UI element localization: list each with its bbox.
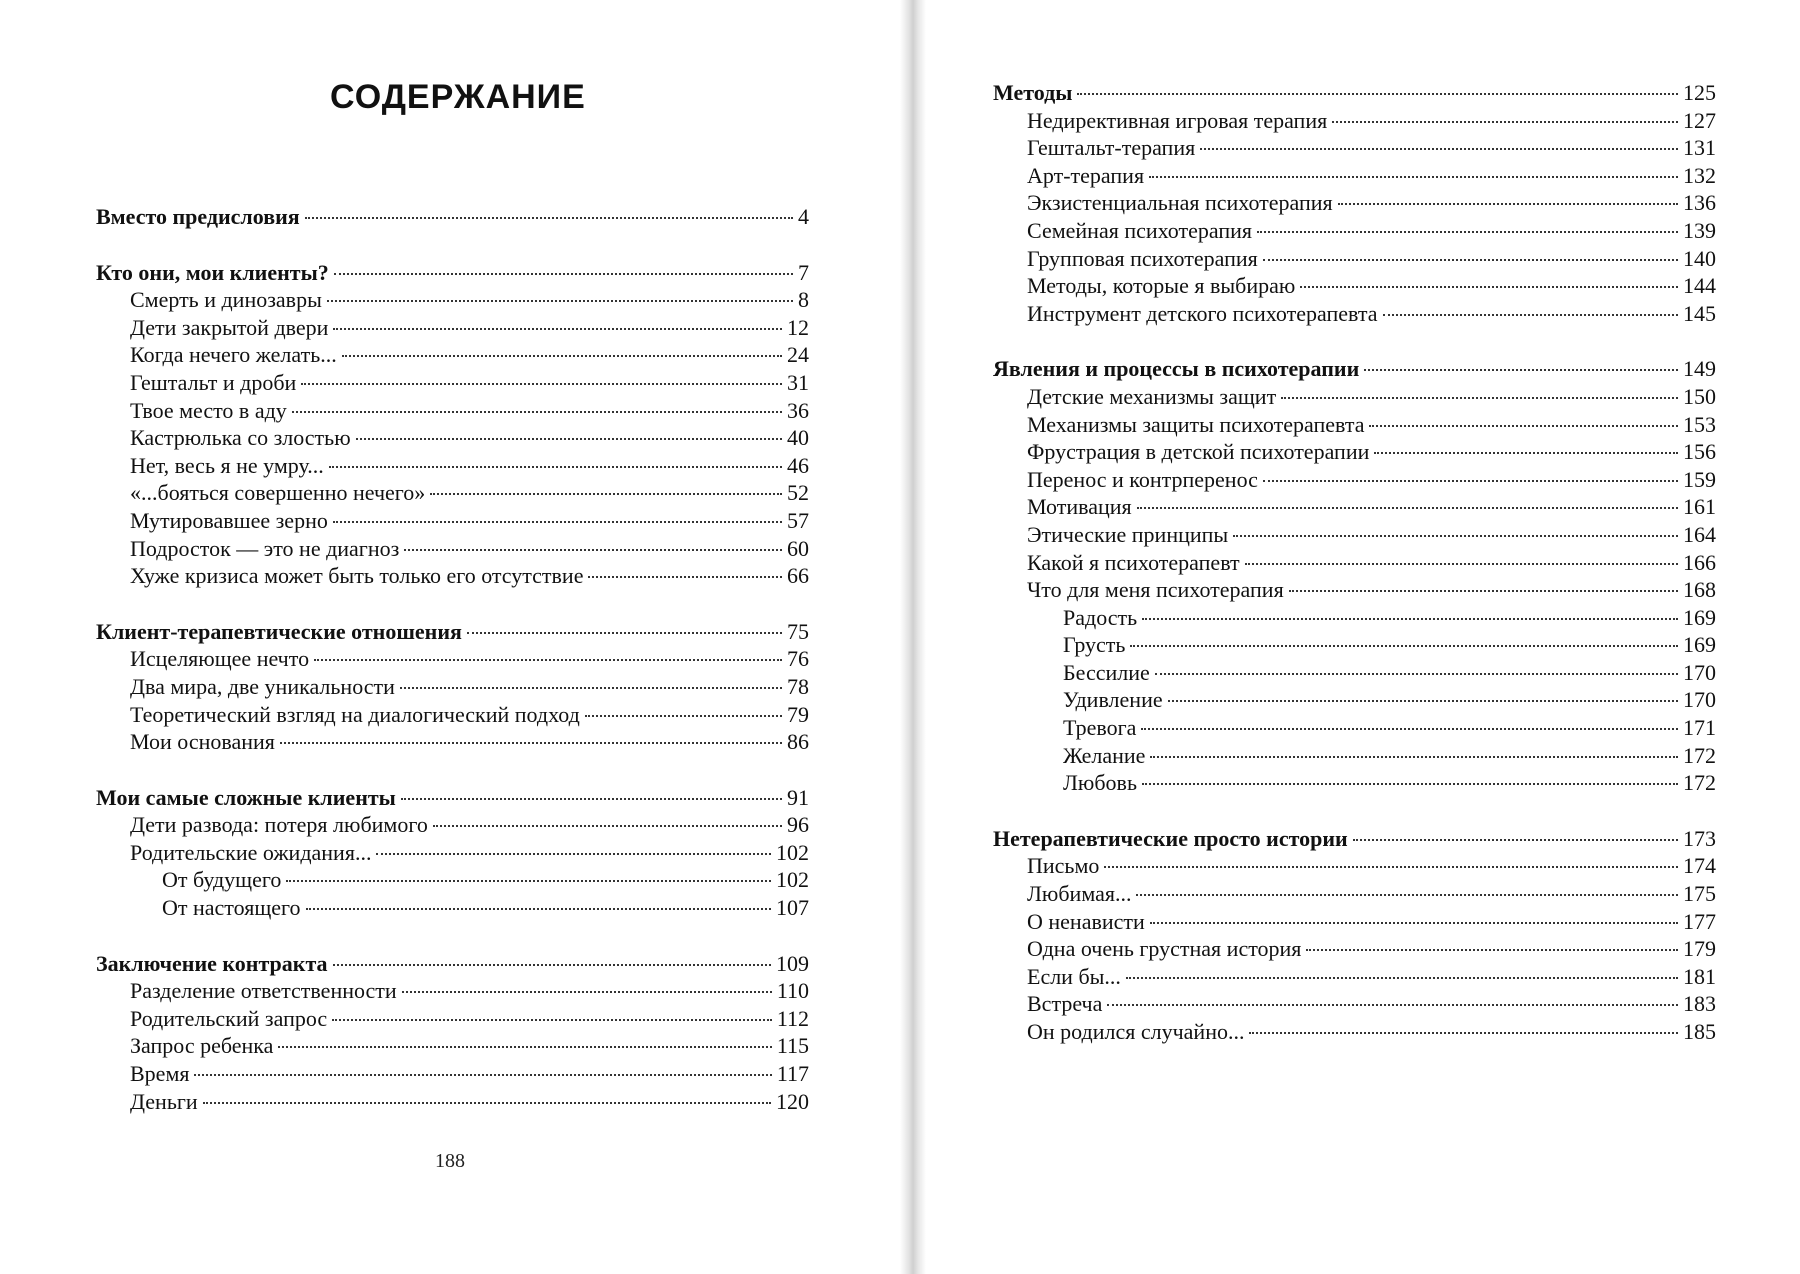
toc-page-number: 115: [776, 1033, 809, 1059]
toc-entry: [993, 494, 1716, 522]
toc-page-number: 159: [1683, 466, 1716, 492]
toc-entry-label: Что для меня психотерапия: [1027, 577, 1284, 603]
toc-entry: [96, 702, 809, 730]
toc-page-number: 110: [776, 978, 809, 1004]
toc-section: [993, 80, 1716, 328]
toc-entry-label: Групповая психотерапия: [1027, 245, 1258, 271]
toc-entry-label: Время: [130, 1061, 190, 1087]
toc-page-number: 24: [787, 342, 809, 368]
toc-entry-label: Вместо предисловия: [96, 204, 300, 229]
toc-entry: [993, 467, 1716, 495]
toc-entry-label: Перенос и контрперенос: [1027, 466, 1258, 492]
dot-leader: [305, 217, 793, 219]
toc-entry-label: Когда нечего желать...: [130, 342, 337, 368]
toc-entry-label: Мои самые сложные клиенты: [96, 784, 396, 810]
toc-page-number: 183: [1683, 991, 1716, 1017]
toc-entry-label: Недирективная игровая терапия: [1027, 107, 1328, 133]
toc-entry-label: Клиент-терапевтические отношения: [96, 618, 462, 644]
dot-leader: [430, 493, 782, 495]
toc-section-heading: [96, 619, 809, 647]
dot-leader: [1338, 203, 1678, 205]
toc-entry-label: От будущего: [162, 867, 282, 893]
toc-entry-label: Желание: [1063, 742, 1146, 768]
toc-section-heading: [96, 204, 809, 232]
toc-entry-label: Этические принципы: [1027, 521, 1229, 547]
toc-entry-label: Любимая...: [1027, 881, 1132, 907]
dot-leader: [301, 383, 782, 385]
dot-leader: [1233, 535, 1678, 537]
toc-page-number: 57: [787, 507, 809, 533]
dot-leader: [334, 273, 793, 275]
toc-entry: [993, 108, 1716, 136]
toc-entry: [993, 964, 1716, 992]
toc-entry-label: Тревога: [1063, 715, 1137, 741]
toc-entry-label: Твое место в аду: [130, 397, 287, 423]
toc-entry: [993, 687, 1716, 715]
toc-entry-label: Мутировавшее зерно: [130, 507, 328, 533]
dot-leader: [1300, 286, 1678, 288]
dot-leader: [1107, 1004, 1678, 1006]
toc-entry-label: Кастрюлька со злостью: [130, 425, 351, 451]
dot-leader: [433, 825, 782, 827]
dot-leader: [1137, 507, 1678, 509]
toc-section: [96, 785, 809, 923]
toc-page-number: 8: [798, 287, 809, 313]
toc-page-number: 150: [1683, 383, 1716, 409]
toc-page-number: 172: [1683, 742, 1716, 768]
toc-entry: [993, 439, 1716, 467]
toc-page-number: 107: [776, 895, 809, 921]
toc-entry: [993, 991, 1716, 1019]
toc-entry-label: Грусть: [1063, 632, 1126, 658]
dot-leader: [1263, 480, 1678, 482]
toc-entry-label: Разделение ответственности: [130, 978, 397, 1004]
toc-entry-label: Деньги: [130, 1088, 198, 1114]
toc-entry-label: Дети развода: потеря любимого: [130, 812, 428, 838]
toc-entry-label: От настоящего: [162, 895, 301, 921]
toc-page-number: 145: [1683, 300, 1716, 326]
toc-entry: [993, 715, 1716, 743]
toc-entry: [96, 1033, 809, 1061]
dot-leader: [1281, 397, 1678, 399]
toc-page-number: 185: [1683, 1019, 1716, 1044]
dot-leader: [286, 880, 771, 882]
toc-entry: [96, 342, 809, 370]
toc-section: [96, 260, 809, 591]
toc-page-number: 31: [787, 369, 809, 395]
toc-entry: [993, 770, 1716, 798]
dot-leader: [356, 438, 782, 440]
dot-leader: [333, 328, 782, 330]
toc-entry: [96, 508, 809, 536]
toc-entry: [96, 398, 809, 426]
toc-page-number: 171: [1683, 715, 1716, 741]
toc-page-number: 75: [787, 618, 809, 644]
toc-page-number: 78: [787, 673, 809, 699]
toc-page-number: 136: [1683, 190, 1716, 216]
toc-page-number: 140: [1683, 245, 1716, 271]
dot-leader: [327, 300, 793, 302]
page-number: 188: [435, 1150, 465, 1172]
dot-leader: [1126, 977, 1678, 979]
dot-leader: [333, 964, 771, 966]
toc-entry: [96, 895, 809, 923]
toc-entry-label: Радость: [1063, 604, 1138, 630]
toc-page-number: 139: [1683, 217, 1716, 243]
dot-leader: [401, 798, 782, 800]
toc-entry-label: Два мира, две уникальности: [130, 673, 395, 699]
toc-entry-label: Он родился случайно...: [1027, 1019, 1245, 1044]
toc-entry-label: Мотивация: [1027, 494, 1132, 520]
toc-entry: [993, 550, 1716, 578]
toc-section-heading: [993, 80, 1716, 108]
toc-section: [96, 204, 809, 232]
toc-page-number: 169: [1683, 632, 1716, 658]
toc-entry: [993, 218, 1716, 246]
toc-page-number: 7: [798, 259, 809, 285]
toc-entry-label: Дети закрытой двери: [130, 314, 329, 340]
toc-page-number: 120: [776, 1088, 809, 1114]
toc-entry-label: Родительский запрос: [130, 1005, 328, 1031]
dot-leader: [402, 991, 772, 993]
dot-leader: [1155, 673, 1678, 675]
toc-entry: [96, 729, 809, 757]
toc-entry: [96, 674, 809, 702]
toc-section: [993, 826, 1716, 1047]
dot-leader: [280, 742, 782, 744]
toc-entry: [993, 163, 1716, 191]
dot-leader: [194, 1074, 771, 1076]
toc-entry: [993, 853, 1716, 881]
toc-page-number: 102: [776, 867, 809, 893]
toc-entry: [96, 867, 809, 895]
toc-section: [993, 356, 1716, 798]
toc-entry-label: Встреча: [1027, 991, 1103, 1017]
toc-page-number: 161: [1683, 494, 1716, 520]
toc-section-heading: [96, 951, 809, 979]
toc-page-number: 181: [1683, 963, 1716, 989]
dot-leader: [376, 853, 771, 855]
dot-leader: [585, 715, 782, 717]
toc-entry: [96, 480, 809, 508]
toc-section: [96, 619, 809, 757]
toc-entry: [96, 1061, 809, 1089]
dot-leader: [1249, 1032, 1678, 1034]
toc-page-number: 156: [1683, 439, 1716, 465]
toc-entry: [993, 412, 1716, 440]
toc-page-number: 86: [787, 729, 809, 755]
dot-leader: [467, 632, 782, 634]
dot-leader: [588, 576, 782, 578]
toc-entry-label: Смерть и динозавры: [130, 287, 322, 313]
dot-leader: [1200, 148, 1678, 150]
dot-leader: [329, 466, 782, 468]
toc-entry: [993, 135, 1716, 163]
dot-leader: [1245, 563, 1678, 565]
toc-entry-label: Запрос ребенка: [130, 1033, 274, 1059]
toc-page-number: 174: [1683, 853, 1716, 879]
toc-page-number: 112: [776, 1005, 809, 1031]
toc-page-number: 4: [798, 204, 809, 229]
toc-entry: [993, 384, 1716, 412]
dot-leader: [1150, 756, 1678, 758]
dot-leader: [1130, 645, 1678, 647]
dot-leader: [1374, 452, 1678, 454]
toc-page-number: 36: [787, 397, 809, 423]
toc-page-number: 40: [787, 425, 809, 451]
toc-page-number: 125: [1683, 80, 1716, 105]
toc-entry-label: Явления и процессы в психотерапии: [993, 356, 1360, 382]
toc-page-number: 170: [1683, 659, 1716, 685]
dot-leader: [333, 521, 782, 523]
toc-page-number: 52: [787, 480, 809, 506]
toc-entry: [993, 577, 1716, 605]
toc-section-heading: [993, 826, 1716, 854]
dot-leader: [332, 1019, 772, 1021]
toc-entry-label: Мои основания: [130, 729, 275, 755]
toc-entry: [96, 536, 809, 564]
toc-entry-label: Любовь: [1063, 770, 1137, 796]
toc-entry-label: Удивление: [1063, 687, 1163, 713]
toc-page-number: 175: [1683, 881, 1716, 907]
page-title: СОДЕРЖАНИЕ: [330, 78, 586, 116]
dot-leader: [1142, 618, 1678, 620]
dot-leader: [400, 687, 782, 689]
toc-entry-label: Фрустрация в детской психотерапии: [1027, 439, 1370, 465]
toc-entry: [993, 190, 1716, 218]
toc-page-number: 60: [787, 535, 809, 561]
toc-entry: [993, 246, 1716, 274]
dot-leader: [1289, 590, 1678, 592]
dot-leader: [1141, 728, 1678, 730]
toc-entry-label: Какой я психотерапевт: [1027, 549, 1240, 575]
toc-entry-label: Гештальт-терапия: [1027, 135, 1196, 161]
toc-entry: [96, 453, 809, 481]
dot-leader: [278, 1046, 771, 1048]
toc-entry: [96, 646, 809, 674]
toc-entry: [993, 936, 1716, 964]
toc-entry-label: Подросток — это не диагноз: [130, 535, 400, 561]
dot-leader: [1369, 425, 1678, 427]
toc-entry-label: Если бы...: [1027, 963, 1121, 989]
toc-page-number: 96: [787, 812, 809, 838]
toc-page-number: 164: [1683, 521, 1716, 547]
dot-leader: [1257, 231, 1678, 233]
toc-page-number: 179: [1683, 936, 1716, 962]
dot-leader: [404, 549, 782, 551]
dot-leader: [1364, 369, 1678, 371]
toc-entry-label: Методы: [993, 80, 1073, 105]
toc-left: [96, 204, 809, 1144]
toc-entry-label: «...бояться совершенно нечего»: [130, 480, 426, 506]
toc-section-heading: [96, 260, 809, 288]
toc-page-number: 66: [787, 563, 809, 589]
toc-entry: [993, 909, 1716, 937]
toc-entry: [96, 1006, 809, 1034]
toc-section-heading: [993, 356, 1716, 384]
dot-leader: [1136, 894, 1678, 896]
dot-leader: [1149, 176, 1678, 178]
dot-leader: [1353, 839, 1678, 841]
toc-entry: [96, 287, 809, 315]
toc-entry-label: Семейная психотерапия: [1027, 217, 1253, 243]
toc-entry-label: Родительские ожидания...: [130, 839, 372, 865]
dot-leader: [1332, 121, 1678, 123]
toc-entry: [993, 881, 1716, 909]
toc-page-number: 12: [787, 314, 809, 340]
toc-entry: [96, 812, 809, 840]
toc-entry: [96, 840, 809, 868]
toc-entry: [993, 632, 1716, 660]
toc-entry-label: Заключение контракта: [96, 950, 328, 976]
toc-entry-label: Гештальт и дроби: [130, 369, 297, 395]
toc-entry-label: Детские механизмы защит: [1027, 383, 1277, 409]
toc-entry-label: Хуже кризиса может быть только его отсутствие: [130, 563, 584, 589]
toc-entry-label: Исцеляющее нечто: [130, 646, 310, 672]
toc-entry: [993, 660, 1716, 688]
toc-right: [993, 80, 1716, 1075]
toc-entry-label: Письмо: [1027, 853, 1100, 879]
toc-page-number: 46: [787, 452, 809, 478]
book-gutter: [900, 0, 926, 1274]
toc-page-number: 127: [1683, 107, 1716, 133]
toc-entry-label: Кто они, мои клиенты?: [96, 259, 329, 285]
toc-page-number: 144: [1683, 273, 1716, 299]
toc-entry: [993, 1019, 1716, 1047]
toc-entry-label: Методы, которые я выбираю: [1027, 273, 1296, 299]
dot-leader: [203, 1102, 771, 1104]
dot-leader: [1168, 700, 1678, 702]
dot-leader: [1077, 93, 1678, 95]
toc-page-number: 169: [1683, 604, 1716, 630]
dot-leader: [292, 411, 782, 413]
toc-page-number: 91: [787, 784, 809, 810]
toc-section-heading: [96, 785, 809, 813]
toc-page-number: 79: [787, 701, 809, 727]
toc-entry: [96, 425, 809, 453]
toc-page-number: 153: [1683, 411, 1716, 437]
toc-page-number: 117: [776, 1061, 809, 1087]
toc-page-number: 149: [1683, 356, 1716, 382]
dot-leader: [306, 908, 771, 910]
dot-leader: [1383, 314, 1678, 316]
toc-entry-label: Инструмент детского психотерапевта: [1027, 300, 1378, 326]
toc-entry-label: Одна очень грустная история: [1027, 936, 1302, 962]
toc-page-number: 170: [1683, 687, 1716, 713]
toc-entry: [993, 273, 1716, 301]
toc-section: [96, 951, 809, 1117]
toc-entry: [96, 1089, 809, 1117]
toc-page-number: 132: [1683, 162, 1716, 188]
toc-entry-label: Нет, весь я не умру...: [130, 452, 324, 478]
toc-entry: [96, 315, 809, 343]
toc-entry-label: Экзистенциальная психотерапия: [1027, 190, 1333, 216]
dot-leader: [1104, 866, 1678, 868]
toc-page-number: 172: [1683, 770, 1716, 796]
toc-page-number: 177: [1683, 908, 1716, 934]
toc-page-number: 173: [1683, 825, 1716, 851]
toc-page-number: 166: [1683, 549, 1716, 575]
toc-page-number: 109: [776, 950, 809, 976]
toc-page-number: 76: [787, 646, 809, 672]
dot-leader: [1142, 783, 1678, 785]
toc-entry-label: Теоретический взгляд на диалогический подход: [130, 701, 580, 727]
dot-leader: [1150, 922, 1678, 924]
dot-leader: [314, 659, 782, 661]
toc-entry-label: Бессилие: [1063, 659, 1150, 685]
toc-page-number: 168: [1683, 577, 1716, 603]
toc-entry: [993, 301, 1716, 329]
toc-entry-label: Нетерапевтические просто истории: [993, 825, 1348, 851]
toc-entry: [993, 522, 1716, 550]
toc-entry-label: О ненависти: [1027, 908, 1145, 934]
dot-leader: [1306, 949, 1678, 951]
toc-entry: [96, 563, 809, 591]
toc-entry: [993, 605, 1716, 633]
dot-leader: [1263, 259, 1678, 261]
toc-entry: [993, 743, 1716, 771]
toc-page-number: 131: [1683, 135, 1716, 161]
toc-entry: [96, 978, 809, 1006]
toc-page-number: 102: [776, 839, 809, 865]
toc-entry: [96, 370, 809, 398]
dot-leader: [342, 355, 782, 357]
toc-entry-label: Арт-терапия: [1027, 162, 1145, 188]
toc-entry-label: Механизмы защиты психотерапевта: [1027, 411, 1365, 437]
